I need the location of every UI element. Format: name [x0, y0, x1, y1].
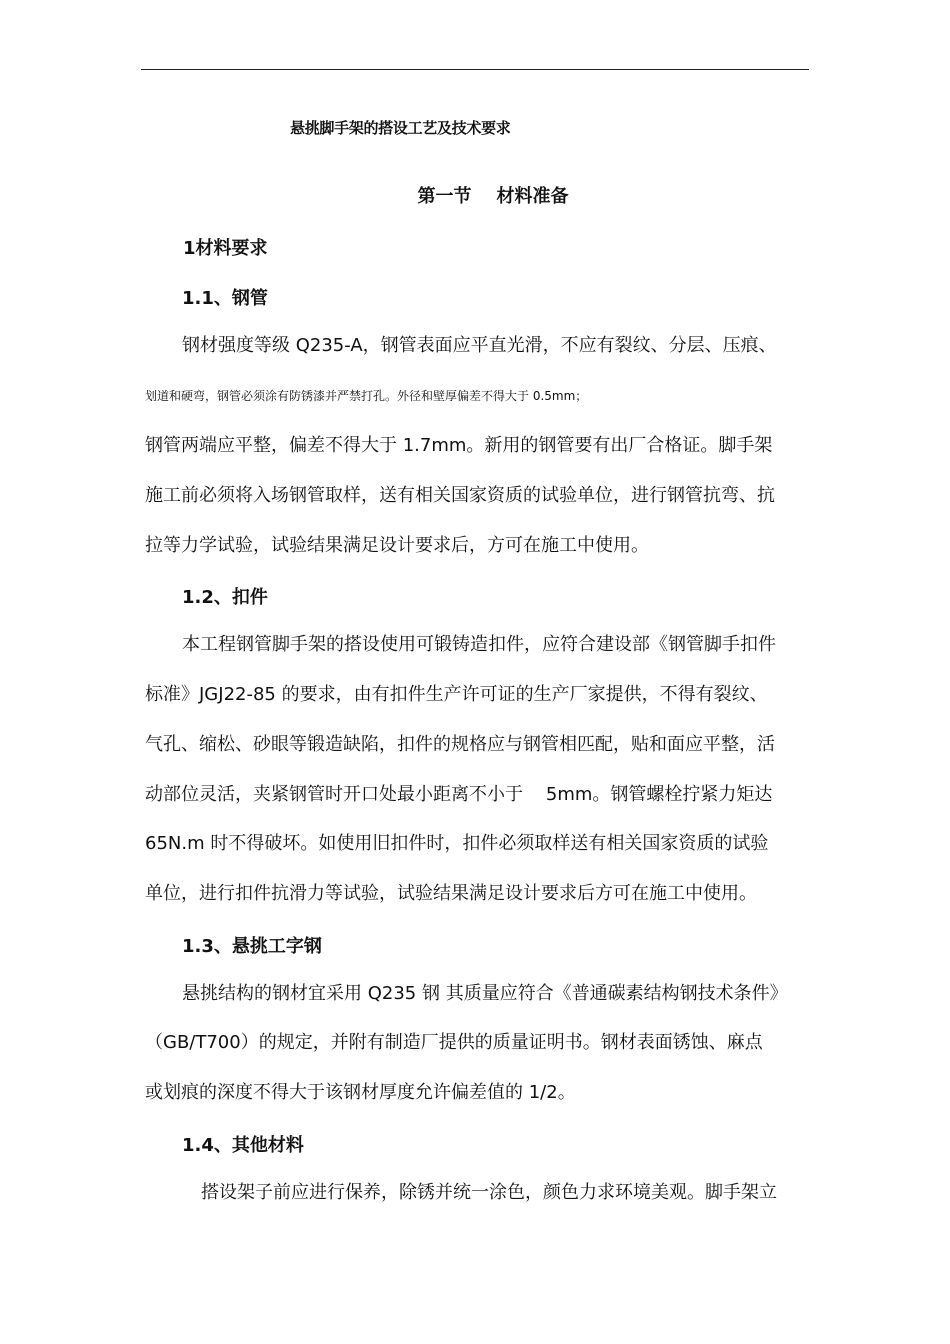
header-rule — [141, 69, 809, 70]
paragraph-line: 钢管两端应平整，偏差不得大于 1.7mm。新用的钢管要有出厂合格证。脚手架 — [145, 435, 773, 456]
document-title: 悬挑脚手架的搭设工艺及技术要求 — [290, 119, 511, 137]
heading-cantilever-i-beam: 1.3、悬挑工字钢 — [182, 936, 322, 957]
paragraph-line: 标准》JGJ22-85 的要求，由有扣件生产许可证的生产厂家提供，不得有裂纹、 — [145, 684, 768, 705]
paragraph-line: 钢材强度等级 Q235-A，钢管表面应平直光滑，不应有裂纹、分层、压痕、 — [182, 335, 777, 356]
paragraph-line: 65N.m 时不得破坏。如使用旧扣件时，扣件必须取样送有相关国家资质的试验 — [145, 833, 769, 854]
paragraph-line: 悬挑结构的钢材宜采用 Q235 钢 其质量应符合《普通碳素结构钢技术条件》 — [182, 983, 788, 1004]
section-title: 第一节 材料准备 — [417, 186, 569, 207]
paragraph-line: 本工程钢管脚手架的搭设使用可锻铸造扣件，应符合建设部《钢管脚手扣件 — [182, 634, 776, 655]
paragraph-line: 施工前必须将入场钢管取样，送有相关国家资质的试验单位，进行钢管抗弯、抗 — [145, 485, 775, 506]
paragraph-line: 单位，进行扣件抗滑力等试验，试验结果满足设计要求后方可在施工中使用。 — [145, 883, 757, 904]
heading-material-requirements: 1材料要求 — [183, 238, 268, 259]
paragraph-line: 动部位灵活，夹紧钢管时开口处最小距离不小于 5mm。钢管螺栓拧紧力矩达 — [145, 784, 773, 805]
paragraph-line: 拉等力学试验，试验结果满足设计要求后，方可在施工中使用。 — [145, 535, 649, 556]
paragraph-line: 搭设架子前应进行保养，除锈并统一涂色，颜色力求环境美观。脚手架立 — [201, 1182, 777, 1203]
paragraph-line: （GB/T700）的规定，并附有制造厂提供的质量证明书。钢材表面锈蚀、麻点 — [145, 1032, 763, 1053]
heading-steel-pipe: 1.1、钢管 — [182, 288, 268, 309]
paragraph-line: 划道和硬弯，钢管必须涂有防锈漆并严禁打孔。外径和壁厚偏差不得大于 0.5mm； — [145, 389, 588, 403]
heading-other-materials: 1.4、其他材料 — [182, 1135, 304, 1156]
heading-couplers: 1.2、扣件 — [182, 587, 268, 608]
paragraph-line: 或划痕的深度不得大于该钢材厚度允许偏差值的 1/2。 — [145, 1082, 576, 1103]
paragraph-line: 气孔、缩松、砂眼等锻造缺陷，扣件的规格应与钢管相匹配，贴和面应平整，活 — [145, 734, 775, 755]
